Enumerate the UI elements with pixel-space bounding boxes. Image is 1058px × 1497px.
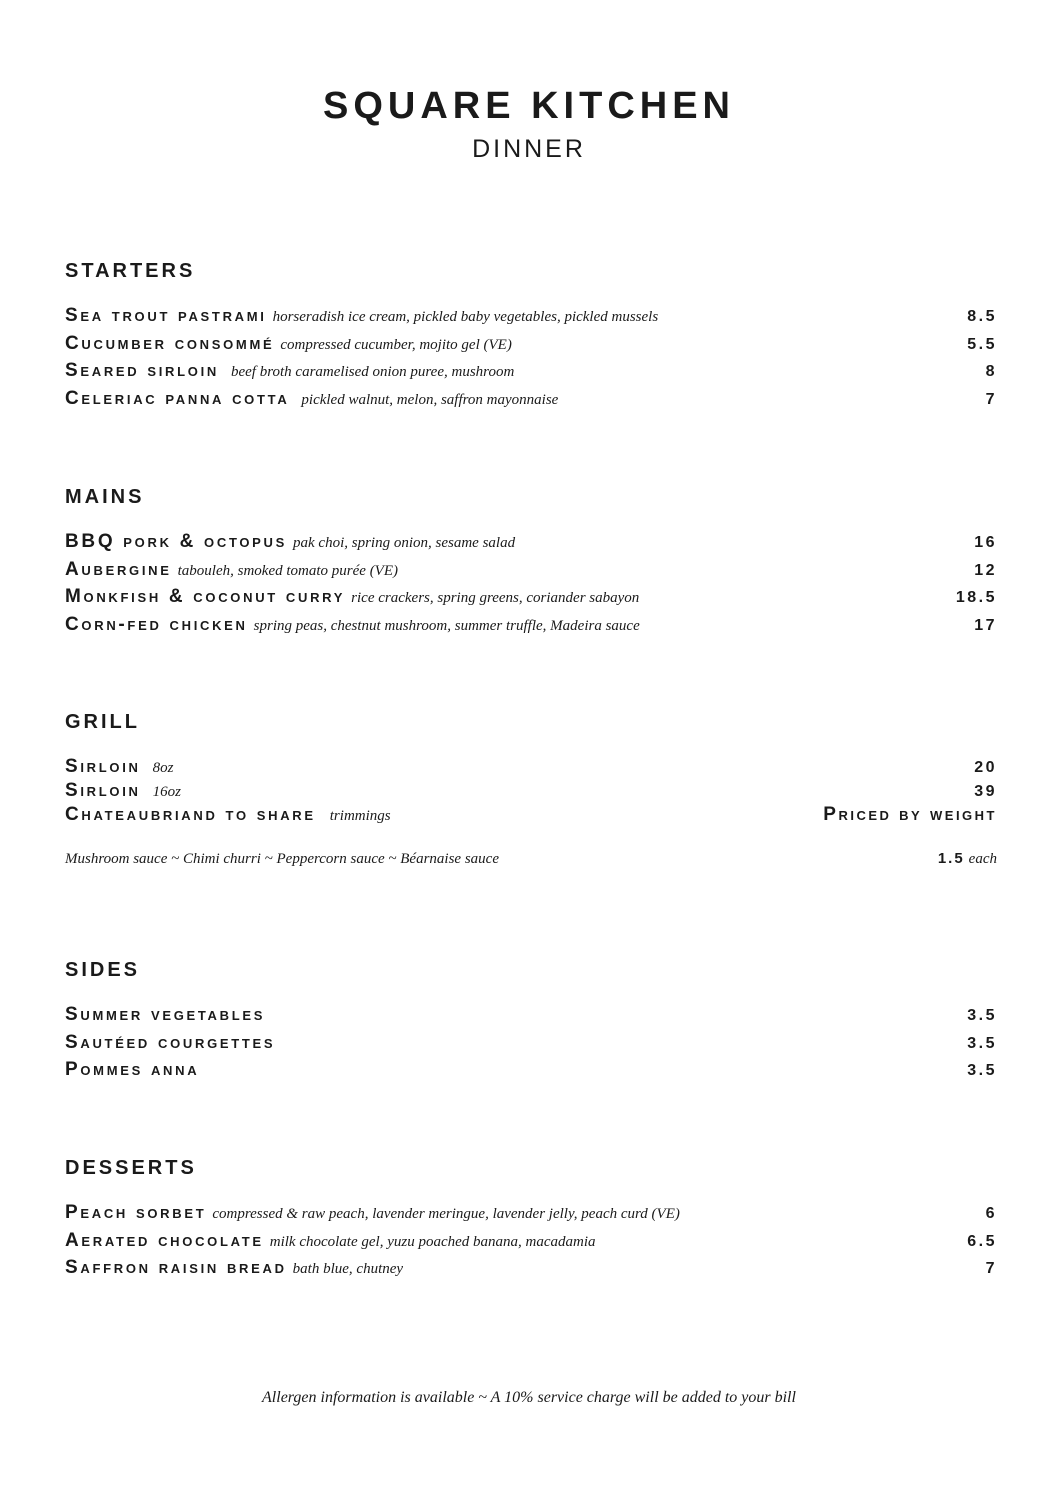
item-price: 5.5 [967,335,997,353]
menu-item [65,1032,997,1060]
item-name: Aubergine [65,558,172,580]
item-name: Cucumber consommé [65,332,275,354]
item-name: BBQ pork & octopus [65,531,287,552]
item-price: 39 [974,783,997,800]
menu-item [65,388,997,416]
item-name: Sautéed courgettes [65,1031,276,1053]
item-price: 20 [974,759,997,776]
menu-item [65,531,997,559]
item-price: 6.5 [967,1232,997,1250]
item-description: bath blue, chutney [292,1261,404,1277]
item-name: Sirloin [65,780,141,801]
item-description: beef broth caramelised onion puree, mushroom [230,364,515,380]
item-description: horseradish ice cream, pickled baby vegetables, pickled mussels [272,309,659,325]
item-price: 3.5 [967,1034,997,1052]
item-description: rice crackers, spring greens, coriander sabayon [351,590,640,606]
restaurant-name: SQUARE KITCHEN [322,85,736,127]
sauce-price-unit: each [968,851,997,867]
item-name: Peach sorbet [65,1202,207,1223]
item-price: 8.5 [967,308,997,325]
item-description: 16oz [152,784,181,800]
menu-header [0,84,1058,164]
item-name: Monkfish & coconut curry [65,586,346,607]
section-heading: STARTERS [65,260,196,282]
item-description: compressed cucumber, mojito gel (VE) [280,336,512,353]
item-price: 12 [974,561,997,579]
sauce-list: Mushroom sauce ~ Chimi churri ~ Peppercorn sauce ~ Béarnaise sauce [65,851,499,867]
item-name: Saffron raisin bread [65,1257,287,1278]
item-name: Aerated chocolate [65,1229,264,1251]
item-name: Corn-fed chicken [65,613,248,635]
item-name: Pommes anna [65,1059,200,1080]
allergen-footer: Allergen information is available ~ A 10% service charge will be added to your bill [262,1389,796,1406]
menu-item [65,333,997,361]
item-description: pickled walnut, melon, saffron mayonnaise [301,391,559,408]
desserts-section [65,1156,997,1285]
item-name: Seared sirloin [65,360,219,381]
section-heading: GRILL [65,711,140,733]
item-description: 8oz [152,760,174,776]
item-price: 7 [985,390,997,408]
starters-section [65,259,997,415]
item-name: Chateaubriand to share [65,804,316,825]
item-description: trimmings [329,808,391,824]
item-name: Sea trout pastrami [65,305,267,326]
item-price: 16 [974,534,997,551]
item-name: Celeriac panna cotta [65,387,290,409]
grill-section [65,710,997,868]
item-price: 7 [985,1260,997,1277]
item-price: 8 [985,363,997,380]
mains-section [65,485,997,641]
item-name: Sirloin [65,756,141,777]
menu-item [65,559,997,587]
item-description: compressed & raw peach, lavender meringue, lavender jelly, peach curd (VE) [212,1206,680,1222]
item-description: tabouleh, smoked tomato purée (VE) [177,562,399,579]
menu-item [65,1257,997,1285]
menu-item [65,360,997,388]
section-heading: DESSERTS [65,1157,197,1179]
menu-item [65,1202,997,1230]
menu-item [65,614,997,642]
item-price: 17 [974,616,997,634]
section-heading: SIDES [65,959,141,981]
item-description: spring peas, chestnut mushroom, summer truffle, Madeira sauce [253,617,640,634]
item-price: 18.5 [955,589,997,606]
sauce-price-wrap [938,850,997,868]
sauce-price: 1.5 [937,850,965,867]
section-heading: MAINS [65,486,145,508]
menu-item [65,1230,997,1258]
item-name: Summer vegetables [65,1004,266,1025]
menu-item [65,1004,997,1032]
item-price: 3.5 [967,1007,997,1024]
menu-item [65,586,997,614]
menu-item [65,305,997,333]
item-price: Priced by weight [823,804,997,825]
item-description: pak choi, spring onion, sesame salad [293,535,516,551]
menu-item [65,756,997,780]
menu-type: DINNER [472,135,586,163]
item-description: milk chocolate gel, yuzu poached banana, macadamia [269,1233,596,1250]
menu-item [65,780,997,804]
sides-section [65,958,997,1087]
item-price: 3.5 [967,1062,997,1079]
menu-item [65,1059,997,1087]
sauce-options [65,850,997,868]
menu-item [65,804,997,834]
item-price: 6 [985,1205,997,1222]
